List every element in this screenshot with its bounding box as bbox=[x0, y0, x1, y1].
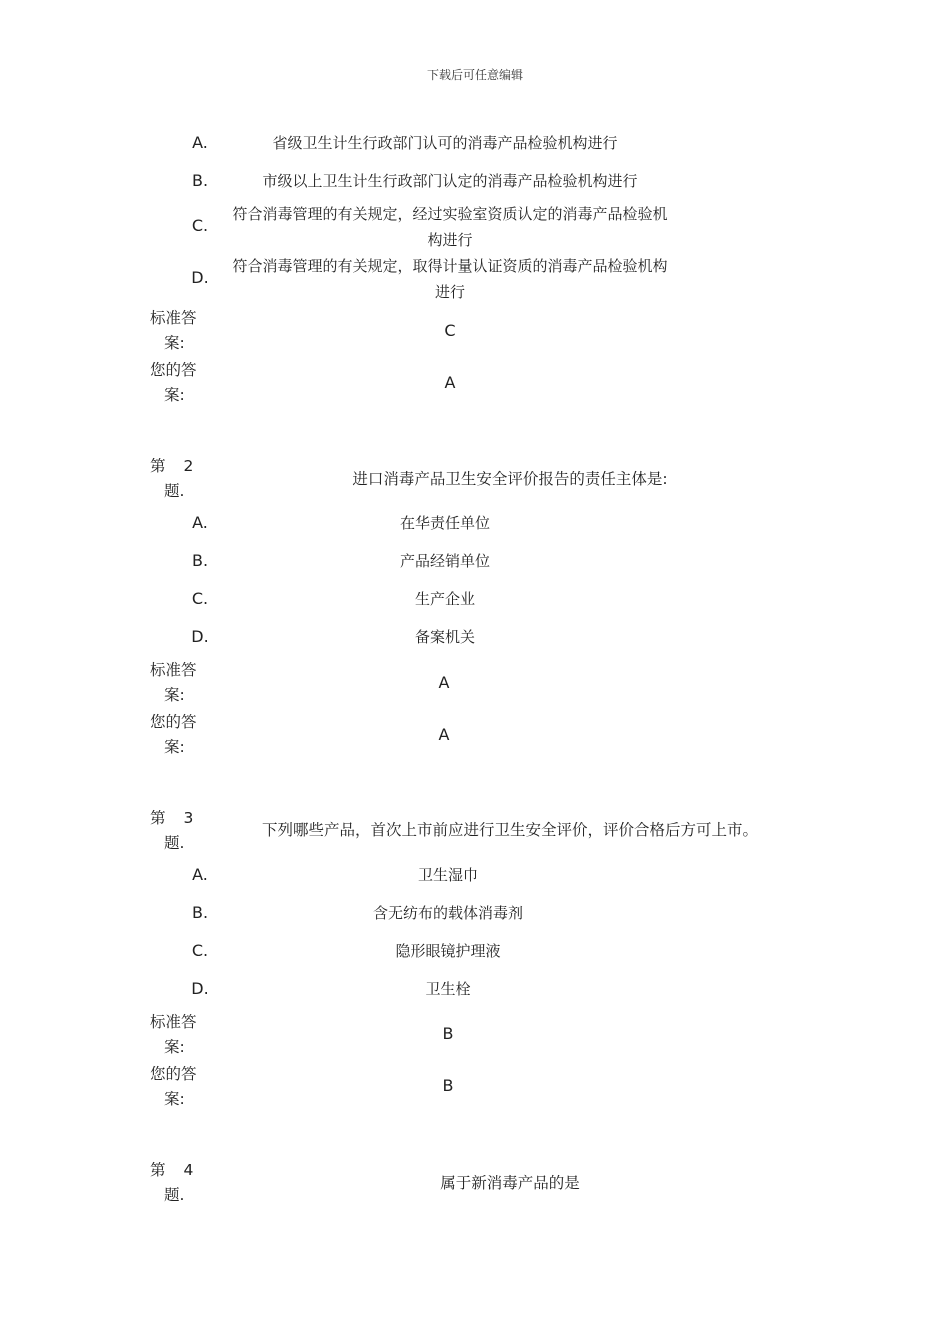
question-stem: 进口消毒产品卫生安全评价报告的责任主体是: bbox=[352, 470, 668, 488]
option-text: 符合消毒管理的有关规定，经过实验室资质认定的消毒产品检验机 构进行 bbox=[232, 205, 668, 249]
question-number: 第 2 题. bbox=[150, 457, 194, 500]
option-letter: B. bbox=[191, 171, 209, 190]
standard-answer-label: 标准答 案: bbox=[150, 1013, 197, 1056]
your-answer-value: A bbox=[444, 373, 456, 392]
standard-answer-value: A bbox=[438, 673, 450, 692]
question-stem: 下列哪些产品，首次上市前应进行卫生安全评价，评价合格后方可上市。 bbox=[261, 821, 758, 839]
option-letter: C. bbox=[191, 941, 209, 960]
standard-answer-value: B bbox=[442, 1024, 454, 1043]
option-letter: A. bbox=[192, 133, 208, 152]
question-number: 第 4 题. bbox=[150, 1161, 194, 1204]
your-answer-label: 您的答 案: bbox=[150, 361, 197, 404]
option-text: 含无纺布的载体消毒剂 bbox=[372, 904, 523, 922]
option-letter: B. bbox=[191, 551, 209, 570]
option-letter: D. bbox=[191, 979, 209, 998]
option-text: 在华责任单位 bbox=[399, 514, 490, 532]
option-letter: C. bbox=[191, 589, 209, 608]
option-text: 卫生湿巾 bbox=[417, 866, 478, 884]
your-answer-value: B bbox=[442, 1076, 454, 1095]
option-letter: B. bbox=[191, 903, 209, 922]
option-letter: A. bbox=[192, 865, 208, 884]
standard-answer-label: 标准答 案: bbox=[150, 309, 197, 352]
option-text: 隐形眼镜护理液 bbox=[395, 942, 501, 960]
page-header: 下载后可任意编辑 bbox=[426, 68, 523, 82]
standard-answer-value: C bbox=[444, 321, 456, 340]
option-text: 卫生栓 bbox=[425, 980, 471, 998]
option-letter: D. bbox=[191, 268, 209, 287]
option-text: 产品经销单位 bbox=[399, 552, 490, 570]
option-text: 生产企业 bbox=[414, 590, 475, 608]
option-text: 市级以上卫生计生行政部门认定的消毒产品检验机构进行 bbox=[262, 172, 638, 190]
your-answer-label: 您的答 案: bbox=[150, 1065, 197, 1108]
option-text: 省级卫生计生行政部门认可的消毒产品检验机构进行 bbox=[272, 134, 618, 152]
option-text: 备案机关 bbox=[414, 628, 475, 646]
option-letter: D. bbox=[191, 627, 209, 646]
option-letter: A. bbox=[192, 513, 208, 532]
option-text: 符合消毒管理的有关规定，取得计量认证资质的消毒产品检验机构 进行 bbox=[232, 257, 668, 301]
your-answer-label: 您的答 案: bbox=[150, 713, 197, 756]
option-letter: C. bbox=[191, 216, 209, 235]
your-answer-value: A bbox=[438, 725, 450, 744]
question-number: 第 3 题. bbox=[150, 809, 194, 852]
question-stem: 属于新消毒产品的是 bbox=[440, 1174, 580, 1192]
standard-answer-label: 标准答 案: bbox=[150, 661, 197, 704]
